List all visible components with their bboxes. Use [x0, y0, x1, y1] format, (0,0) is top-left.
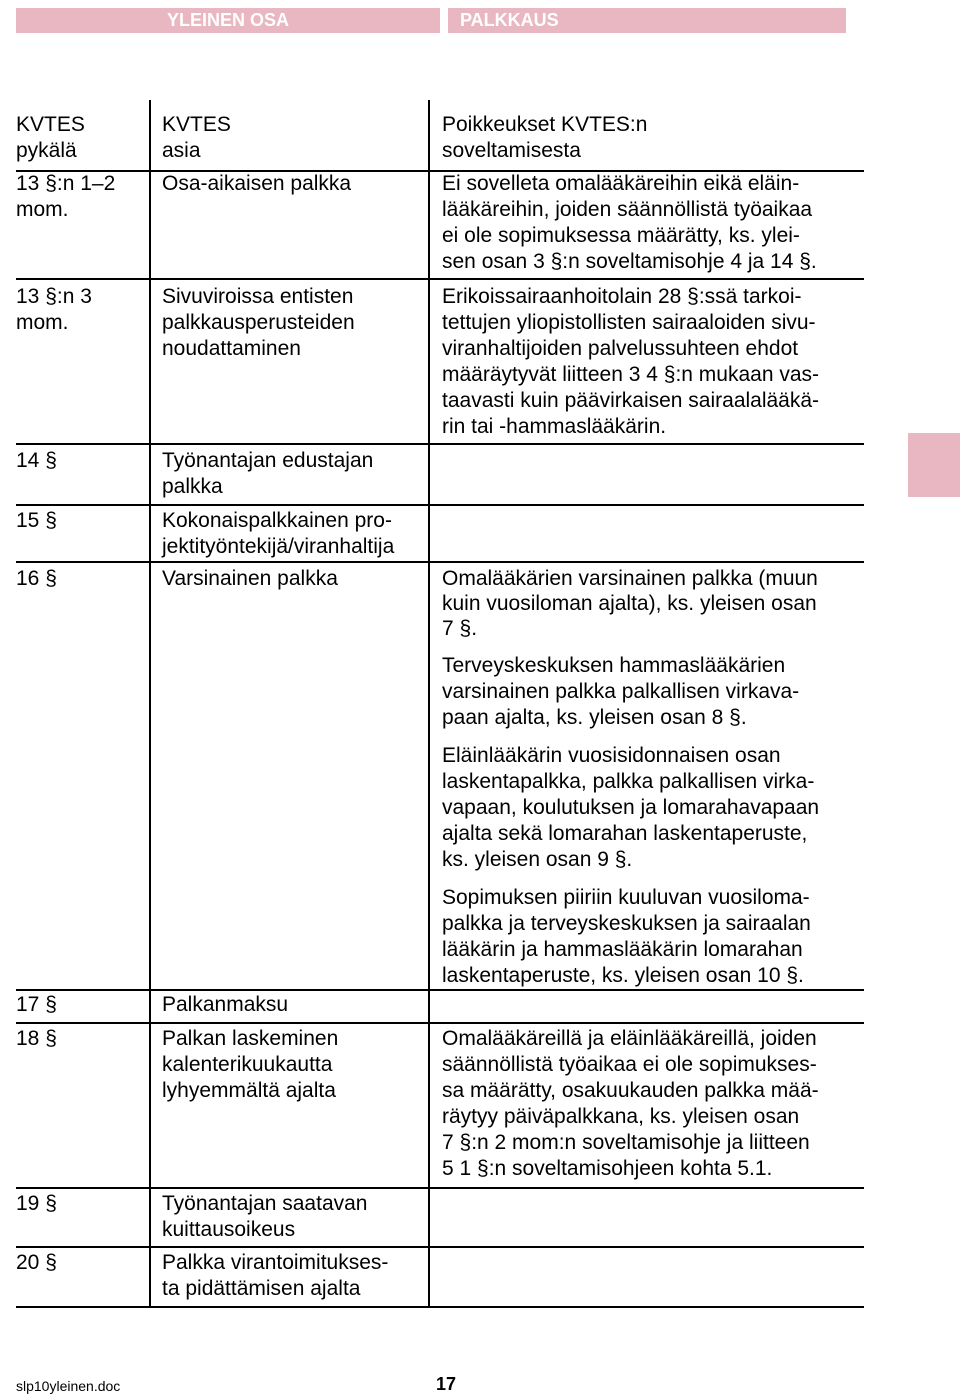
- row-section: 13 §:n 1–2 mom.: [16, 172, 116, 221]
- row-subject: Palkan laskeminen kalenterikuukautta lyhyemmältä ajalta: [162, 1027, 339, 1102]
- row-exception: Sopimuksen piiriin kuuluvan vuosiloma- palkka ja terveyskeskuksen ja sairaalan lääkärin ja hammaslääkärin lomarahan laskentaperuste, ks. yleisen osan 10 §.: [442, 886, 811, 987]
- row-subject: Työnantajan saatavan kuittausoikeus: [162, 1192, 368, 1241]
- row-divider: [16, 1187, 864, 1189]
- row-divider: [16, 561, 864, 563]
- row-section: 16 §: [16, 567, 57, 590]
- row-divider: [16, 278, 864, 280]
- row-exception: Ei sovelleta omalääkäreihin eikä eläin- lääkäreihin, joiden säännöllistä työaikaa ei ole sopimuksessa määrätty, ks. ylei- sen osan 3 §:n soveltamisohje 4 ja 14 §.: [442, 172, 817, 273]
- column-divider: [149, 100, 151, 1307]
- row-divider: [16, 1246, 864, 1248]
- row-divider: [16, 1306, 864, 1308]
- header-col-exceptions: Poikkeukset KVTES:n soveltamisesta: [442, 113, 648, 162]
- row-exception: Omalääkärien varsinainen palkka (muun kuin vuosiloman ajalta), ks. yleisen osan 7 §.: [442, 567, 818, 640]
- row-divider: [16, 443, 864, 445]
- row-section: 19 §: [16, 1192, 57, 1215]
- row-section: 15 §: [16, 509, 57, 532]
- page-number: 17: [436, 1374, 457, 1394]
- footer-filename: slp10yleinen.doc: [16, 1378, 121, 1394]
- header-col-section: KVTES pykälä: [16, 113, 85, 162]
- row-section: 20 §: [16, 1251, 57, 1274]
- row-divider: [16, 1022, 864, 1024]
- row-divider: [16, 989, 864, 991]
- column-divider: [428, 100, 430, 1307]
- row-exception: Terveyskeskuksen hammaslääkärien varsinainen palkka palkallisen virkava- paan ajalta, ks. yleisen osan 8 §.: [442, 654, 800, 729]
- row-subject: Sivuviroissa entisten palkkausperusteiden noudattaminen: [162, 285, 355, 360]
- row-section: 14 §: [16, 449, 57, 472]
- row-exception: Erikoissairaanhoitolain 28 §:ssä tarkoi- tettujen yliopistollisten sairaaloiden sivu- viranhaltijoiden palvelussuhteen ehdot määräytyvät liitteen 3 4 §:n mukaan vas- taavasti kuin päävirkaisen sairaalalääkä- rin tai -hammaslääkärin.: [442, 285, 820, 438]
- row-subject: Varsinainen palkka: [162, 567, 338, 590]
- row-subject: Palkanmaksu: [162, 993, 289, 1016]
- side-marker: [908, 433, 960, 497]
- row-subject: Työnantajan edustajan palkka: [162, 449, 374, 498]
- row-section: 17 §: [16, 993, 57, 1016]
- row-divider: [16, 504, 864, 506]
- tab-palkkaus: PALKKAUS: [448, 8, 846, 33]
- row-section: 13 §:n 3 mom.: [16, 285, 92, 334]
- header-col-subject: KVTES asia: [162, 113, 231, 162]
- row-subject: Palkka virantoimitukses- ta pidättämisen ajalta: [162, 1251, 389, 1300]
- row-exception: Eläinlääkärin vuosisidonnaisen osan laskentapalkka, palkka palkallisen virka- vapaan, koulutuksen ja lomarahavapaan ajalta sekä lomarahan laskentaperuste, ks. yleisen osan 9 §.: [442, 744, 820, 871]
- row-section: 18 §: [16, 1027, 57, 1050]
- row-exception: Omalääkäreillä ja eläinlääkäreillä, joiden säännöllistä työaikaa ei ole sopimukses- sa määrätty, osakuukauden palkka mää- räytyy päiväpalkkana, ks. yleisen osan 7 §:n 2 mom:n soveltamisohje ja liitteen 5 1 §:n soveltamisohjeen kohta 5.1.: [442, 1027, 819, 1180]
- row-subject: Osa-aikaisen palkka: [162, 172, 352, 195]
- row-subject: Kokonaispalkkainen pro- jektityöntekijä/viranhaltija: [162, 509, 395, 558]
- tab-yleinen-osa: YLEINEN OSA: [16, 8, 440, 33]
